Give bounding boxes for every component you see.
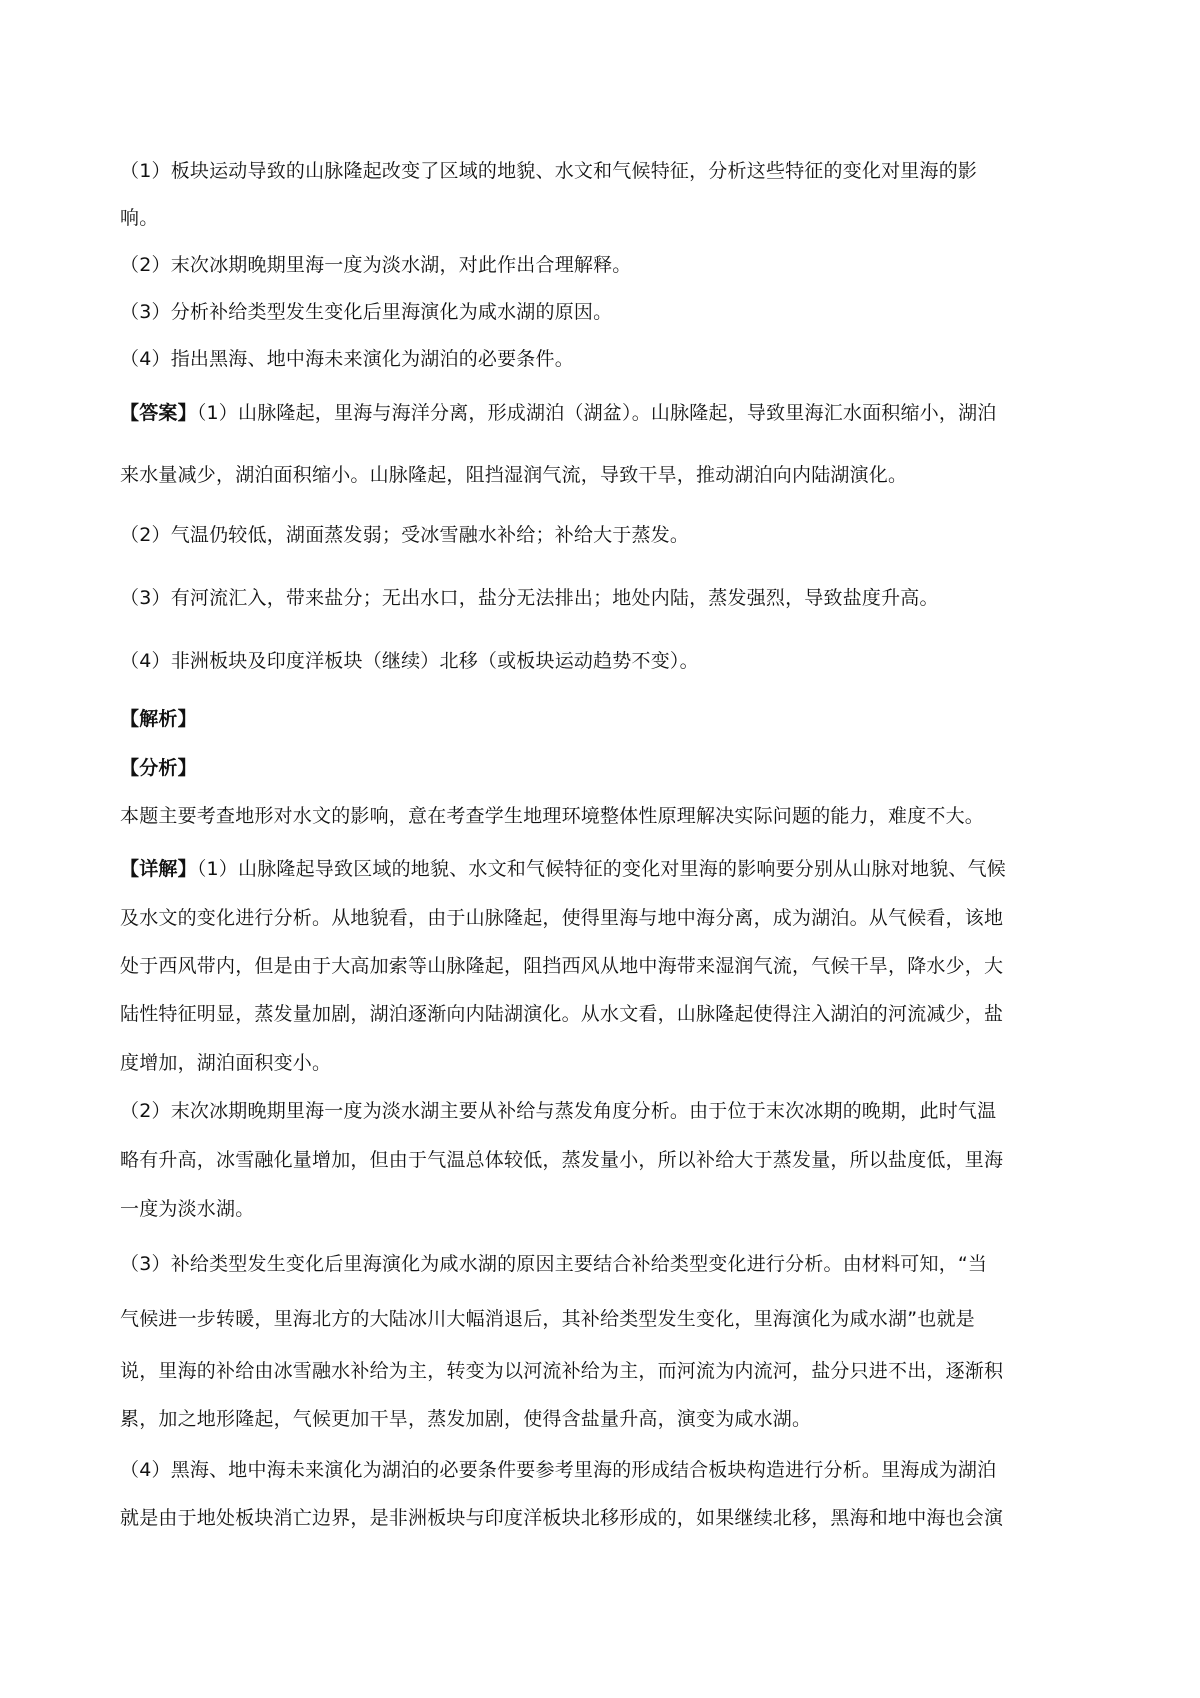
detail-line-6: （2）末次冰期晚期里海一度为淡水湖主要从补给与蒸发角度分析。由于位于末次冰期的晚期，此时气温 xyxy=(120,1100,997,1122)
detail-line-10: 气候进一步转暖，里海北方的大陆冰川大幅消退后，其补给类型发生变化，里海演化为咸水湖”也就是 xyxy=(120,1308,975,1330)
answer-line-4: （3）有河流汇入，带来盐分；无出水口，盐分无法排出；地处内陆，蒸发强烈，导致盐度升高。 xyxy=(120,587,939,609)
detail-line-4: 陆性特征明显，蒸发量加剧，湖泊逐渐向内陆湖演化。从水文看，山脉隆起使得注入湖泊的河流减少，盐 xyxy=(120,1003,1004,1025)
question-1-line-2: 响。 xyxy=(120,207,159,229)
question-4: （4）指出黑海、地中海未来演化为湖泊的必要条件。 xyxy=(120,348,574,370)
detail-line-2: 及水文的变化进行分析。从地貌看，由于山脉隆起，使得里海与地中海分离，成为湖泊。从气候看，该地 xyxy=(120,907,1004,929)
detail-label: 【详解】 xyxy=(120,858,197,880)
analysis-text: 本题主要考查地形对水文的影响，意在考查学生地理环境整体性原理解决实际问题的能力，难度不大。 xyxy=(120,805,985,827)
analysis-sub-label: 【分析】 xyxy=(120,757,197,779)
detail-line-13: （4）黑海、地中海未来演化为湖泊的必要条件要参考里海的形成结合板块构造进行分析。里海成为湖泊 xyxy=(120,1459,997,1481)
question-1-line-1: （1）板块运动导致的山脉隆起改变了区域的地貌、水文和气候特征，分析这些特征的变化对里海的影 xyxy=(120,160,978,182)
detail-line-3: 处于西风带内，但是由于大高加索等山脉隆起，阻挡西风从地中海带来湿润气流，气候干旱，降水少，大 xyxy=(120,955,1004,977)
detail-line-5: 度增加，湖泊面积变小。 xyxy=(120,1052,332,1074)
detail-line-7: 略有升高，冰雪融化量增加，但由于气温总体较低，蒸发量小，所以补给大于蒸发量，所以盐度低，里海 xyxy=(120,1149,1004,1171)
answer-line-5: （4）非洲板块及印度洋板块（继续）北移（或板块运动趋势不变）。 xyxy=(120,650,699,672)
detail-line-12: 累，加之地形隆起，气候更加干旱，蒸发加剧，使得含盐量升高，演变为咸水湖。 xyxy=(120,1408,812,1430)
answer-line-3: （2）气温仍较低，湖面蒸发弱；受冰雪融水补给；补给大于蒸发。 xyxy=(120,524,690,546)
question-2: （2）末次冰期晚期里海一度为淡水湖，对此作出合理解释。 xyxy=(120,254,632,276)
detail-line-14: 就是由于地处板块消亡边界，是非洲板块与印度洋板块北移形成的，如果继续北移，黑海和地中海也会演 xyxy=(120,1507,1004,1529)
detail-line-11: 说，里海的补给由冰雪融水补给为主，转变为以河流补给为主，而河流为内流河，盐分只进不出，逐渐积 xyxy=(120,1360,1004,1382)
answer-text-1: （1）山脉隆起，里海与海洋分离，形成湖泊（湖盆）。山脉隆起，导致里海汇水面积缩小，湖泊 xyxy=(196,402,997,424)
answer-line-1 xyxy=(120,400,997,426)
question-3: （3）分析补给类型发生变化后里海演化为咸水湖的原因。 xyxy=(120,301,613,323)
analysis-label: 【解析】 xyxy=(120,708,197,730)
answer-line-2: 来水量减少，湖泊面积缩小。山脉隆起，阻挡湿润气流，导致干旱，推动湖泊向内陆湖演化。 xyxy=(120,464,908,486)
detail-line-8: 一度为淡水湖。 xyxy=(120,1198,255,1220)
detail-text-1: （1）山脉隆起导致区域的地貌、水文和气候特征的变化对里海的影响要分别从山脉对地貌、气候 xyxy=(196,858,1007,880)
detail-line-1 xyxy=(120,856,1006,882)
detail-line-9: （3）补给类型发生变化后里海演化为咸水湖的原因主要结合补给类型变化进行分析。由材料可知，“当 xyxy=(120,1253,988,1275)
answer-label: 【答案】 xyxy=(120,402,197,424)
